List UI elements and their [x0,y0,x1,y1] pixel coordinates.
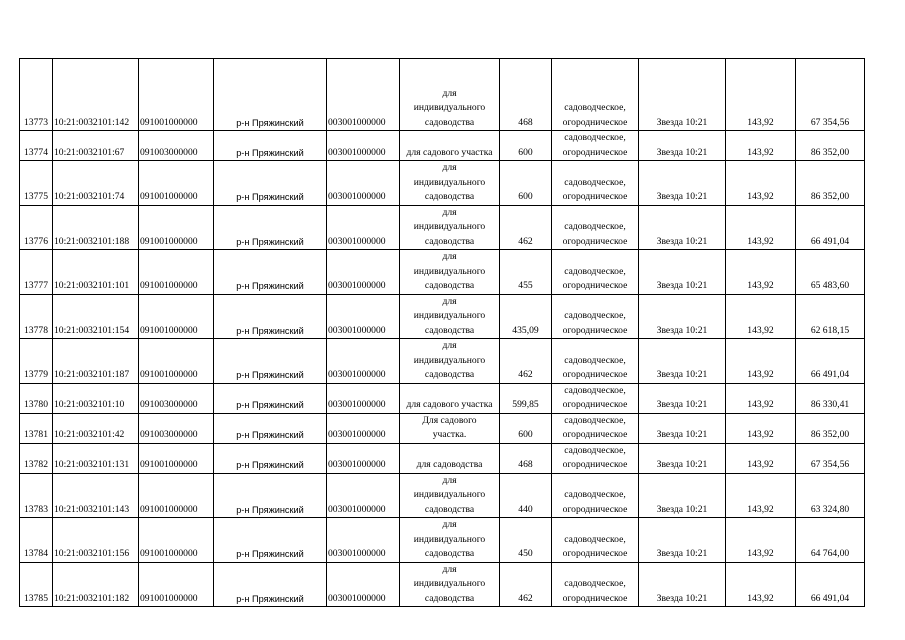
specific-value-cell: 143,92 [726,161,796,206]
permitted-use-line: индивидуального [413,489,486,500]
locality-cell: Звезда 10:21 [639,473,726,518]
land-category-line: огородническое [562,324,628,336]
specific-value-cell: 143,92 [726,383,796,413]
table-row [20,443,865,473]
table-row [20,131,865,161]
area-cell: 468 [500,443,552,473]
oktmo-code-cell: 003001000000 [327,250,400,295]
specific-value-cell: 143,92 [726,250,796,295]
table-row [20,562,865,607]
land-category-cell [552,562,639,607]
permitted-use-line: для [442,340,457,351]
land-category-line: огородническое [562,369,628,380]
oktmo-code-cell: 003001000000 [327,205,400,250]
permitted-use-line: садоводства [424,280,475,291]
permitted-use-cell [400,413,500,443]
cadastral-number-cell: 10:21:0032101:101 [53,250,139,295]
cadastral-number-cell: 10:21:0032101:10 [53,383,139,413]
okato-code-cell: 091001000000 [139,339,214,384]
specific-value-cell: 143,92 [726,413,796,443]
land-category-line: огородническое [562,235,628,247]
land-category-cell [552,59,639,131]
specific-value-cell: 143,92 [726,443,796,473]
permitted-use-line: для [442,563,457,575]
table-row [20,339,865,384]
cadastral-number-cell: 10:21:0032101:156 [53,518,139,563]
oktmo-code-cell: 003001000000 [327,562,400,607]
permitted-use-cell [400,518,500,563]
cadastral-number-cell: 10:21:0032101:67 [53,131,139,161]
locality-cell: Звезда 10:21 [639,205,726,250]
permitted-use-line: садоводства [424,592,475,604]
district-cell: р-н Пряжинский [214,250,327,295]
cadastral-value-cell: 67 354,56 [796,443,865,473]
district-cell: р-н Пряжинский [214,383,327,413]
cadastral-value-cell: 65 483,60 [796,250,865,295]
permitted-use-line: для садового участка [406,146,493,158]
cadastral-value-cell: 67 354,56 [796,59,865,131]
land-category-cell [552,339,639,384]
cadastral-value-cell: 86 352,00 [796,131,865,161]
permitted-use-cell [400,59,500,131]
row-number-cell: 13778 [20,294,53,339]
district-cell: р-н Пряжинский [214,339,327,384]
table-row [20,383,865,413]
permitted-use-line: для [442,295,457,307]
district-cell: р-н Пряжинский [214,161,327,206]
permitted-use-cell [400,250,500,295]
row-number-cell: 13774 [20,131,53,161]
specific-value-cell: 143,92 [726,339,796,384]
land-category-cell [552,413,639,443]
cadastral-value-cell: 64 764,00 [796,518,865,563]
specific-value-cell: 143,92 [726,562,796,607]
permitted-use-line: для [442,206,457,218]
district-cell: р-н Пряжинский [214,59,327,131]
permitted-use-line: садоводства [424,369,475,380]
cadastral-value-cell: 66 491,04 [796,562,865,607]
land-category-line: огородническое [562,280,628,291]
permitted-use-line: для [442,251,457,262]
permitted-use-cell [400,205,500,250]
oktmo-code-cell: 003001000000 [327,518,400,563]
locality-cell: Звезда 10:21 [639,161,726,206]
cadastral-value-cell: 86 330,41 [796,383,865,413]
okato-code-cell: 091001000000 [139,205,214,250]
okato-code-cell: 091003000000 [139,131,214,161]
area-cell: 468 [500,59,552,131]
area-cell: 435,09 [500,294,552,339]
area-cell: 600 [500,161,552,206]
table-row [20,473,865,518]
land-category-line: садоводческое, [564,102,626,113]
cadastral-value-cell: 66 491,04 [796,205,865,250]
land-category-line: садоводческое, [564,578,626,589]
cadastral-value-cell: 63 324,80 [796,473,865,518]
area-cell: 600 [500,131,552,161]
cadastral-value-cell: 86 352,00 [796,161,865,206]
locality-cell: Звезда 10:21 [639,59,726,131]
oktmo-code-cell: 003001000000 [327,383,400,413]
land-category-line: огородническое [562,399,628,410]
land-category-line: огородническое [562,592,628,604]
permitted-use-line: индивидуального [413,578,486,589]
permitted-use-line: для [442,162,457,173]
row-number-cell: 13785 [20,562,53,607]
permitted-use-line: садоводства [424,503,475,515]
cadastral-value-cell: 86 352,00 [796,413,865,443]
locality-cell: Звезда 10:21 [639,413,726,443]
locality-cell: Звезда 10:21 [639,518,726,563]
permitted-use-line: садоводства [424,116,475,128]
permitted-use-line: садоводства [424,235,475,247]
oktmo-code-cell: 003001000000 [327,59,400,131]
district-cell: р-н Пряжинский [214,443,327,473]
area-cell: 450 [500,518,552,563]
locality-cell: Звезда 10:21 [639,131,726,161]
land-category-line: огородническое [562,503,628,515]
area-cell: 462 [500,562,552,607]
land-plots-table [19,58,865,607]
oktmo-code-cell: 003001000000 [327,413,400,443]
permitted-use-cell [400,339,500,384]
land-category-cell [552,205,639,250]
land-category-line: огородническое [562,146,628,158]
locality-cell: Звезда 10:21 [639,562,726,607]
area-cell: 440 [500,473,552,518]
row-number-cell: 13777 [20,250,53,295]
permitted-use-line: индивидуального [413,354,486,366]
area-cell: 455 [500,250,552,295]
area-cell: 462 [500,339,552,384]
district-cell: р-н Пряжинский [214,473,327,518]
table-row [20,205,865,250]
oktmo-code-cell: 003001000000 [327,443,400,473]
okato-code-cell: 091003000000 [139,413,214,443]
land-category-cell [552,443,639,473]
row-number-cell: 13782 [20,443,53,473]
district-cell: р-н Пряжинский [214,205,327,250]
permitted-use-line: индивидуального [413,265,486,277]
district-cell: р-н Пряжинский [214,518,327,563]
okato-code-cell: 091001000000 [139,443,214,473]
locality-cell: Звезда 10:21 [639,250,726,295]
permitted-use-line: для садоводства [416,459,483,470]
specific-value-cell: 143,92 [726,59,796,131]
row-number-cell: 13781 [20,413,53,443]
cadastral-number-cell: 10:21:0032101:182 [53,562,139,607]
permitted-use-line: индивидуального [413,221,486,232]
land-category-line: садоводческое, [564,221,626,232]
cadastral-number-cell: 10:21:0032101:187 [53,339,139,384]
permitted-use-line: для [442,474,457,486]
land-category-line: огородническое [562,116,628,128]
specific-value-cell: 143,92 [726,205,796,250]
locality-cell: Звезда 10:21 [639,339,726,384]
oktmo-code-cell: 003001000000 [327,294,400,339]
land-category-cell [552,161,639,206]
land-category-line: садоводческое, [564,444,626,456]
permitted-use-cell [400,294,500,339]
cadastral-number-cell: 10:21:0032101:143 [53,473,139,518]
permitted-use-line: для [442,519,457,530]
oktmo-code-cell: 003001000000 [327,339,400,384]
row-number-cell: 13784 [20,518,53,563]
table-row [20,294,865,339]
district-cell: р-н Пряжинский [214,131,327,161]
land-category-cell [552,518,639,563]
cadastral-number-cell: 10:21:0032101:42 [53,413,139,443]
okato-code-cell: 091001000000 [139,562,214,607]
cadastral-number-cell: 10:21:0032101:74 [53,161,139,206]
row-number-cell: 13780 [20,383,53,413]
land-category-line: огородническое [562,548,628,559]
area-cell: 599,85 [500,383,552,413]
locality-cell: Звезда 10:21 [639,294,726,339]
okato-code-cell: 091001000000 [139,294,214,339]
okato-code-cell: 091001000000 [139,59,214,131]
land-category-line: садоводческое, [564,354,626,366]
area-cell: 462 [500,205,552,250]
land-category-line: садоводческое, [564,176,626,188]
district-cell: р-н Пряжинский [214,413,327,443]
row-number-cell: 13775 [20,161,53,206]
okato-code-cell: 091001000000 [139,518,214,563]
specific-value-cell: 143,92 [726,294,796,339]
land-category-line: садоводческое, [564,414,626,426]
permitted-use-line: индивидуального [413,176,486,188]
permitted-use-cell [400,443,500,473]
cadastral-value-cell: 62 618,15 [796,294,865,339]
okato-code-cell: 091001000000 [139,250,214,295]
permitted-use-line: индивидуального [413,533,486,545]
cadastral-number-cell: 10:21:0032101:188 [53,205,139,250]
locality-cell: Звезда 10:21 [639,443,726,473]
locality-cell: Звезда 10:21 [639,383,726,413]
specific-value-cell: 143,92 [726,473,796,518]
land-category-cell [552,250,639,295]
land-category-line: садоводческое, [564,533,626,545]
land-category-cell [552,383,639,413]
permitted-use-cell [400,161,500,206]
cadastral-number-cell: 10:21:0032101:154 [53,294,139,339]
specific-value-cell: 143,92 [726,131,796,161]
land-category-cell [552,473,639,518]
permitted-use-line: садоводства [424,324,475,336]
district-cell: р-н Пряжинский [214,294,327,339]
permitted-use-line: для [442,87,457,99]
land-category-cell [552,131,639,161]
permitted-use-line: садоводства [424,548,475,559]
table-row [20,413,865,443]
table-row [20,518,865,563]
permitted-use-line: Для садового [422,414,477,426]
row-number-cell: 13783 [20,473,53,518]
table-row [20,250,865,295]
land-category-line: огородническое [562,459,628,470]
area-cell: 600 [500,413,552,443]
land-category-line: садоводческое, [564,132,626,143]
table-body [20,59,865,607]
oktmo-code-cell: 003001000000 [327,131,400,161]
permitted-use-cell [400,383,500,413]
land-category-line: огородническое [562,191,628,202]
okato-code-cell: 091001000000 [139,473,214,518]
table-row [20,59,865,131]
permitted-use-line: индивидуального [413,102,486,113]
permitted-use-line: садоводства [424,191,475,202]
oktmo-code-cell: 003001000000 [327,161,400,206]
district-cell: р-н Пряжинский [214,562,327,607]
land-category-line: садоводческое, [564,489,626,500]
land-category-line: садоводческое, [564,265,626,277]
cadastral-value-cell: 66 491,04 [796,339,865,384]
permitted-use-cell [400,473,500,518]
permitted-use-line: индивидуального [413,310,486,321]
row-number-cell: 13773 [20,59,53,131]
row-number-cell: 13776 [20,205,53,250]
permitted-use-line: для садового участка [406,399,493,410]
cadastral-number-cell: 10:21:0032101:131 [53,443,139,473]
table-row [20,161,865,206]
land-category-line: садоводческое, [564,384,626,396]
okato-code-cell: 091001000000 [139,161,214,206]
land-category-line: огородническое [562,429,628,440]
specific-value-cell: 143,92 [726,518,796,563]
oktmo-code-cell: 003001000000 [327,473,400,518]
permitted-use-line: участка. [432,429,467,440]
land-category-cell [552,294,639,339]
permitted-use-cell [400,131,500,161]
row-number-cell: 13779 [20,339,53,384]
cadastral-number-cell: 10:21:0032101:142 [53,59,139,131]
permitted-use-cell [400,562,500,607]
land-category-line: садоводческое, [564,310,626,321]
okato-code-cell: 091003000000 [139,383,214,413]
